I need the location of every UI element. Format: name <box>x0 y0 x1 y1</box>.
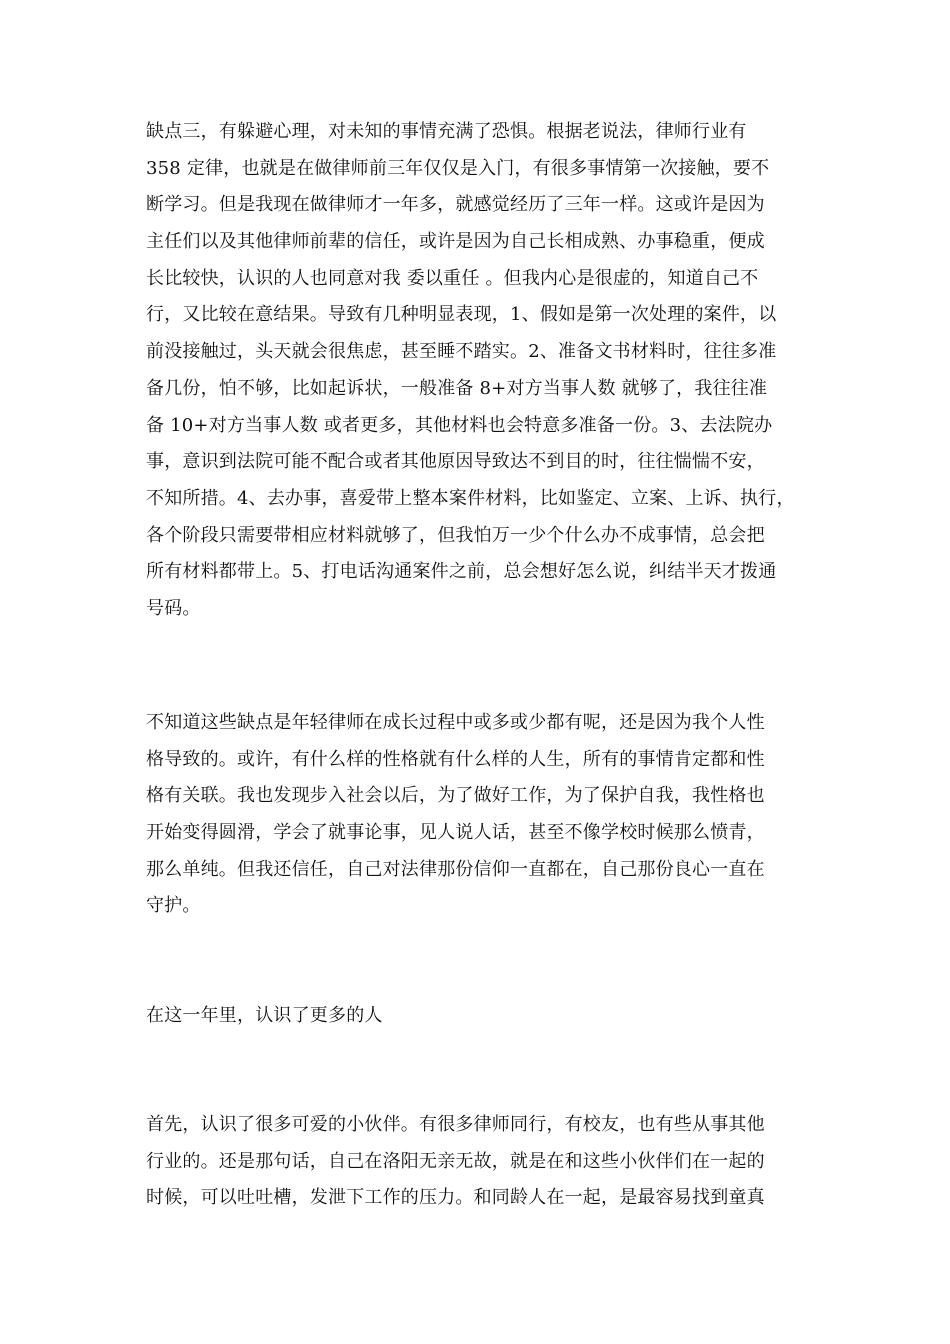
text-line: 各个阶段只需要带相应材料就够了，但我怕万一少个什么办不成事情，总会把 <box>146 524 765 546</box>
text-line: 首先，认识了很多可爱的小伙伴。有很多律师同行，有校友，也有些从事其他 <box>146 1114 765 1135</box>
text-line: 开始变得圆滑，学会了就事论事，见人说人话，甚至不像学校时候那么愤青， <box>146 822 765 844</box>
text-line: 不知道这些缺点是年轻律师在成长过程中或多或少都有呢，还是因为我个人性 <box>146 712 765 733</box>
text-line: 行业的。还是那句话，自己在洛阳无亲无故，就是在和这些小伙伴们在一起的 <box>146 1150 765 1172</box>
text-line: 主任们以及其他律师前辈的信任，或许是因为自己长相成熟、办事稳重，便成 <box>146 231 765 253</box>
text-line: 事，意识到法院可能不配合或者其他原因导致达不到目的时，往往惴惴不安， <box>146 451 765 473</box>
text-line: 备几份，怕不够，比如起诉状，一般准备 8+对方当事人数 就够了，我往往准 <box>146 377 768 399</box>
text-line: 格有关联。我也发现步入社会以后，为了做好工作，为了保护自我，我性格也 <box>146 785 765 807</box>
paragraph-personality <box>146 705 826 925</box>
text-line: 行，又比较在意结果。导致有几种明显表现，1、假如是第一次处理的案件，以 <box>146 304 777 326</box>
text-line: 前没接触过，头天就会很焦虑，甚至睡不踏实。2、准备文书材料时，往往多准 <box>146 341 777 363</box>
paragraph-friends <box>146 1107 826 1217</box>
text-line: 守护。 <box>146 895 201 917</box>
text-line: 断学习。但是我现在做律师才一年多，就感觉经历了三年一样。这或许是因为 <box>146 194 765 216</box>
text-line: 那么单纯。但我还信任，自己对法律那份信仰一直都在，自己那份良心一直在 <box>146 858 765 880</box>
text-line: 不知所措。4、去办事，喜爱带上整本案件材料，比如鉴定、立案、上诉、执行， <box>146 487 795 509</box>
text-line: 358 定律，也就是在做律师前三年仅仅是入门，有很多事情第一次接触，要不 <box>146 157 770 179</box>
text-line: 号码。 <box>146 597 201 619</box>
text-line: 备 10+对方当事人数 或者更多，其他材料也会特意多准备一份。3、去法院办 <box>146 414 773 436</box>
section-heading <box>146 998 826 1035</box>
text-line: 格导致的。或许，有什么样的性格就有什么样的人生，所有的事情肯定都和性 <box>146 748 765 770</box>
text-line: 时候，可以吐吐槽，发泄下工作的压力。和同龄人在一起，是最容易找到童真 <box>146 1187 765 1209</box>
text-line: 所有材料都带上。5、打电话沟通案件之前，总会想好怎么说，纠结半天才拨通 <box>146 561 777 583</box>
text-line: 缺点三，有躲避心理，对未知的事情充满了恐惧。根据老说法，律师行业有 <box>146 121 747 142</box>
paragraph-weakness-three <box>146 114 826 628</box>
text-line: 长比较快，认识的人也同意对我 委以重任 。但我内心是很虚的，知道自己不 <box>146 267 759 289</box>
heading-line: 在这一年里，认识了更多的人 <box>146 1005 383 1026</box>
